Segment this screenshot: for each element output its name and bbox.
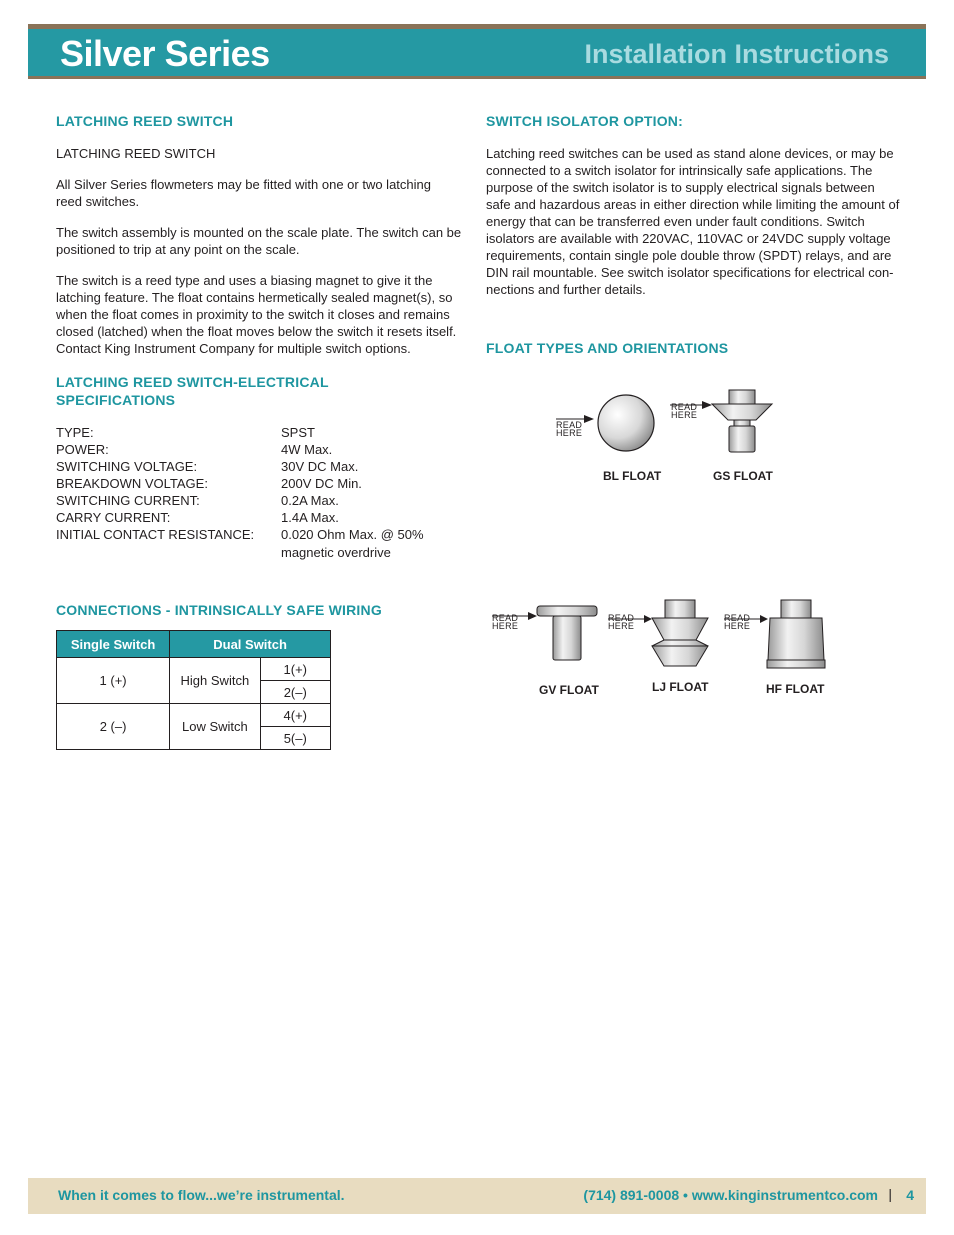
series-title: Silver Series	[60, 33, 270, 74]
spec-value: 0.020 Ohm Max. @ 50%	[281, 527, 424, 542]
isolator-text: Latching reed switches can be used as stand alone devices, or may be connected to a switch isolator for intrinsically safe applications. The purpose of the switch isolator is to supply electrical signals between safe and hazardous areas in either direction while limiting the amount of energy that can be transferred even under fault conditions. Switch isolators are available with 220VAC, 110VAC or 24VDC supply voltage requirements, contain single pole double throw (SPDT) relays, and are DIN rail mountable. See switch isolator specifications for electrical con-nections and further details.	[486, 146, 900, 297]
single-cell: 2 (–)	[57, 704, 170, 750]
read-text: READ	[492, 613, 519, 623]
latching-para-3: The switch assembly is mounted on the scale plate. The switch can be positioned to trip at any point on the scale.	[56, 225, 462, 257]
col-dual-switch: Dual Switch	[170, 631, 331, 658]
hf-float-label: HF FLOAT	[766, 682, 825, 696]
read-text: READ	[556, 420, 583, 430]
gv-float-label: GV FLOAT	[539, 683, 599, 697]
floats-heading: FLOAT TYPES AND ORIENTATIONS	[486, 340, 729, 356]
table-header-row	[57, 631, 331, 658]
latching-para-4: The switch is a reed type and uses a biasing magnet to give it the latching feature. The float contains hermetically sealed magnet(s), so when the float comes in proximity to the switch it closes and remains closed (latched) when the float moves below the switch it resets itself. Contact King Instrument Company for multiple switch options.	[56, 273, 457, 356]
latching-para-1: LATCHING REED SWITCH	[56, 146, 216, 161]
wiring-heading: CONNECTIONS - INTRINSICALLY SAFE WIRING	[56, 602, 382, 618]
footer-separator: |	[888, 1186, 892, 1202]
here-text: HERE	[492, 621, 519, 631]
bl-float-label: BL FLOAT	[603, 469, 662, 483]
here-text: HERE	[724, 621, 751, 631]
gs-float-shape	[670, 390, 772, 452]
read-here-label-gv	[492, 614, 518, 630]
terminal-cell: 5(–)	[260, 727, 330, 750]
dual-cell: Low Switch	[170, 704, 260, 750]
latching-para-2: All Silver Series flowmeters may be fitted with one or two latching reed switches.	[56, 177, 431, 209]
table-row	[57, 704, 331, 727]
hf-float-shape	[724, 600, 825, 668]
spec-label: SWITCHING VOLTAGE:	[56, 459, 198, 474]
spec-value: 0.2A Max.	[281, 493, 339, 508]
specs-heading-line1: LATCHING REED SWITCH-ELECTRICAL	[56, 374, 329, 390]
spec-label: INITIAL CONTACT RESISTANCE:	[56, 527, 255, 542]
page-number: 4	[906, 1187, 914, 1203]
footer-contact[interactable]: (714) 891-0008 • www.kinginstrumentco.com	[583, 1187, 878, 1203]
terminal-cell: 2(–)	[260, 681, 330, 704]
read-here-label-gs	[671, 403, 697, 419]
page-header	[28, 24, 926, 79]
here-text: HERE	[671, 410, 698, 420]
col-single-switch: Single Switch	[57, 631, 170, 658]
specs-heading	[56, 373, 329, 409]
spec-label: TYPE:	[56, 425, 94, 440]
spec-label: SWITCHING CURRENT:	[56, 493, 200, 508]
lj-float-label: LJ FLOAT	[652, 680, 709, 694]
footer-tagline: When it comes to flow...we’re instrumental.	[58, 1187, 345, 1203]
here-text: HERE	[608, 621, 635, 631]
page-footer	[28, 1178, 926, 1214]
document-title: Installation Instructions	[584, 39, 889, 69]
gs-float-label: GS FLOAT	[713, 469, 773, 483]
spec-label: POWER:	[56, 442, 109, 457]
specs-heading-line2: SPECIFICATIONS	[56, 392, 176, 408]
read-here-label-hf	[724, 614, 750, 630]
spec-value: SPST	[281, 425, 315, 440]
spec-label: BREAKDOWN VOLTAGE:	[56, 476, 208, 491]
read-text: READ	[608, 613, 635, 623]
table-row	[57, 658, 331, 681]
read-here-label-lj	[608, 614, 634, 630]
here-text: HERE	[556, 428, 583, 438]
read-text: READ	[724, 613, 751, 623]
isolator-heading: SWITCH ISOLATOR OPTION:	[486, 113, 683, 129]
wiring-table	[56, 630, 331, 750]
latching-heading: LATCHING REED SWITCH	[56, 113, 234, 129]
terminal-cell: 4(+)	[260, 704, 330, 727]
spec-label: CARRY CURRENT:	[56, 510, 171, 525]
spec-value: 200V DC Min.	[281, 476, 362, 491]
spec-value: 30V DC Max.	[281, 459, 359, 474]
spec-value: 1.4A Max.	[281, 510, 339, 525]
spec-value: 4W Max.	[281, 442, 333, 457]
read-text: READ	[671, 402, 698, 412]
spec-value-continued: magnetic overdrive	[281, 545, 391, 560]
terminal-cell: 1(+)	[260, 658, 330, 681]
single-cell: 1 (+)	[57, 658, 170, 704]
read-here-label-bl	[556, 421, 582, 437]
dual-cell: High Switch	[170, 658, 260, 704]
lj-float-shape	[608, 600, 708, 666]
